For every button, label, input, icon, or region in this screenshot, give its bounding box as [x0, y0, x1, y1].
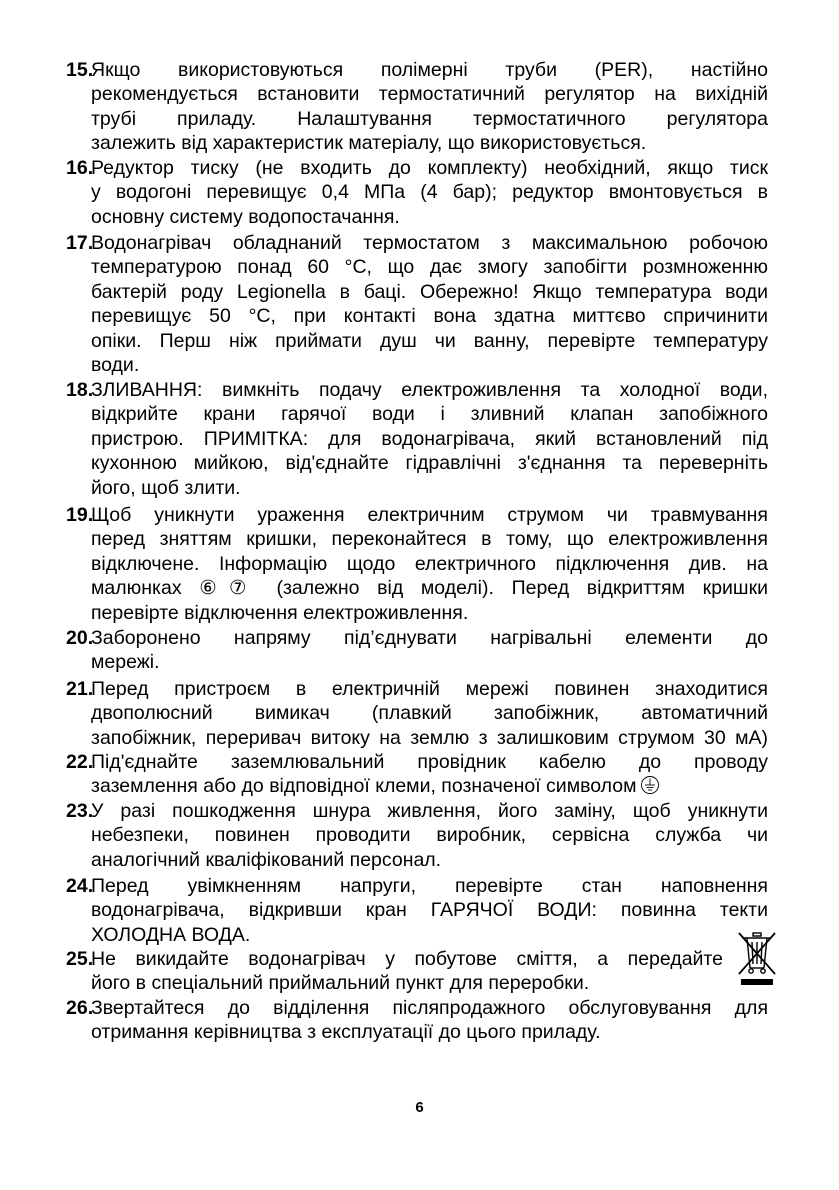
item-number: 15. [66, 59, 94, 81]
item-text: ЗЛИВАННЯ: вимкніть подачу електроживлення та холодної води, відкрийте крани гарячої води і зливний клапан запобіжного пристрою. ПРИМІТКА: для водонагрівача, який встановлений під кухонною мийкою, від'єднайте гідравлічні з'єднання та переверніть його, щоб злити. [91, 379, 768, 499]
list-item-17 [66, 231, 768, 377]
list-item-20 [66, 626, 768, 675]
item-text: Якщо використовуються полімерні труби (PER), настійно рекомендується встановити термостатичний регулятор на вихідній трубі приладу. Налаштування термостатичного регулятора залежить від характеристик матеріалу, що використовується. [91, 59, 768, 155]
list-item-21 [66, 677, 768, 750]
item-text: Під'єднайте заземлювальний провідник кабелю до проводу заземлення або до відповідної клеми, позначеної символом [91, 751, 768, 798]
item-text: У разі пошкодження шнура живлення, його заміну, щоб уникнути небезпеки, повинен проводити виробник, сервісна служба чи аналогічний кваліфікований персонал. [91, 800, 768, 871]
page-number: 6 [415, 1099, 424, 1116]
item-text: Перед увімкненням напруги, перевірте стан наповнення водонагрівача, відкривши кран ГАРЯЧОЇ ВОДИ: повинна текти ХОЛОДНА ВОДА. [91, 875, 768, 946]
item-text: Перед пристроєм в електричній мережі повинен знаходитися двополюсний вимикач (плавкий запобіжник, автоматичний запобіжник, переривач витоку на землю з залишковим струмом 30 мА) [91, 678, 768, 749]
list-item-23 [66, 799, 768, 872]
item-number: 17. [66, 232, 94, 254]
list-item-18 [66, 378, 768, 500]
list-item-24 [66, 874, 768, 947]
item-number: 23. [66, 800, 94, 822]
crossed-out-bin-icon [736, 930, 778, 992]
item-number: 26. [66, 997, 94, 1019]
list-item-25 [66, 947, 723, 996]
item-number: 20. [66, 627, 94, 649]
item-text: Редуктор тиску (не входить до комплекту) необхідний, якщо тиск у водогоні перевищує 0,4 МПа (4 бар); редуктор вмонтовується в основну систему водопостачання. [91, 157, 768, 228]
list-item-26 [66, 996, 768, 1045]
item-text: Заборонено напряму під’єднувати нагрівальні елементи до мережі. [91, 627, 768, 674]
item-number: 22. [66, 751, 94, 773]
item-number: 21. [66, 678, 94, 700]
item-number: 18. [66, 379, 94, 401]
item-text: Водонагрівач обладнаний термостатом з максимальною робочою температурою понад 60 °C, що дає змогу запобігти розмноженню бактерій роду Legionella в баці. Обережно! Якщо температура води перевищує 50 °C, при контакті вона здатна миттєво спричинити опіки. Перш ніж приймати душ чи ванну, перевірте температуру води. [91, 232, 768, 377]
ground-symbol-icon [640, 775, 660, 795]
item-number: 24. [66, 875, 94, 897]
item-number: 25. [66, 948, 94, 970]
list-item-19 [66, 503, 768, 625]
list-item-16 [66, 156, 768, 229]
list-item-22 [66, 750, 768, 799]
list-item-15 [66, 58, 768, 156]
item-number: 19. [66, 504, 94, 526]
item-text: Звертайтеся до відділення післяпродажного обслуговування для отримання керівництва з експлуатації до цього приладу. [91, 997, 768, 1044]
item-number: 16. [66, 157, 94, 179]
item-text: Щоб уникнути ураження електричним струмом чи травмування перед зняттям кришки, переконайтеся в тому, що електроживлення відключене. Інформацію щодо електричного підключення див. на малюнках ⑥⑦ (залежно від моделі). Перед відкриттям кришки перевірте відключення електроживлення. [91, 504, 768, 624]
item-text: Не викидайте водонагрівач у побутове сміття, а передайте його в спеціальний приймальний пункт для переробки. [91, 948, 723, 995]
